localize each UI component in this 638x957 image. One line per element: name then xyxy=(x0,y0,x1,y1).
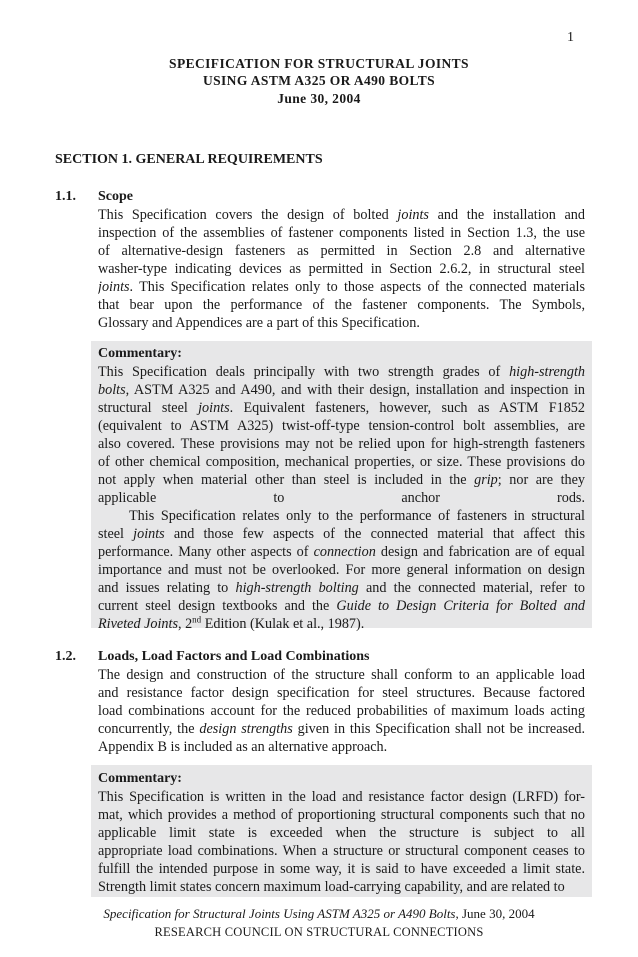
text-line: (equivalent to ASTM A325) twist-off-type tension-control bolt assemblies, are xyxy=(98,418,585,434)
text-line: that bear upon the performance of the fastener components. The Symbols, xyxy=(98,297,585,313)
text-line: applicable to anchor rods. xyxy=(98,490,585,506)
text-line: inspection of the assemblies of fastener components listed in Section 1.3, the use xyxy=(98,225,585,241)
text-line: not apply when material other than steel is included in the grip; nor are they xyxy=(98,472,585,488)
text-line: structural steel joints. Equivalent fasteners, however, such as ASTM F1852 xyxy=(98,400,585,416)
text-line: concurrently, the design strengths given in this Specification shall not be increased. xyxy=(98,721,585,737)
text-line: mat, which provides a method of proportioning structural components such that no xyxy=(98,807,585,823)
text-line: This Specification covers the design of bolted joints and the installation and xyxy=(98,207,585,223)
document-title-line-1: SPECIFICATION FOR STRUCTURAL JOINTS xyxy=(169,56,469,71)
text-line: steel joints and those few aspects of the connected material that affect this xyxy=(98,526,585,542)
text-line: importance and must not be overlooked. For more general information on design xyxy=(98,562,585,578)
section-1-1-body xyxy=(98,206,585,332)
text-line: This Specification relates only to the performance of fasteners in structural xyxy=(129,508,585,524)
document-date: June 30, 2004 xyxy=(277,91,361,106)
commentary-1-2-heading: Commentary: xyxy=(98,771,182,786)
text-line: load combinations account for the reduced probabilities of maximum loads acting xyxy=(98,703,585,719)
section-1-1-heading: Scope xyxy=(98,189,133,204)
commentary-1-2-body xyxy=(98,788,585,896)
text-line: Appendix B is included as an alternative approach. xyxy=(98,739,388,755)
section-1-2-body xyxy=(98,666,585,756)
text-line: joints. This Specification relates only to those aspects of the connected materials xyxy=(98,279,585,295)
text-line: The design and construction of the structure shall conform to an applicable load xyxy=(98,667,585,683)
text-line: also covered. These provisions may not be relied upon for high-strength fasteners xyxy=(98,436,585,452)
text-line: performance. Many other aspects of connection design and fabrication are of equal xyxy=(98,544,585,560)
text-line: Riveted Joints, 2nd Edition (Kulak et al., 1987). xyxy=(98,615,365,632)
text-line: Glossary and Appendices are a part of this Specification. xyxy=(98,315,420,331)
text-line: of other chemical composition, mechanical properties, or size. These provisions do xyxy=(98,454,585,470)
text-line: bolts, ASTM A325 and A490, and with their design, installation and inspection in xyxy=(98,382,585,398)
footer-date: , June 30, 2004 xyxy=(455,906,535,921)
section-1-2-number: 1.2. xyxy=(55,649,76,664)
text-line: fulfill the intended purpose in some way, it is said to have exceeded a limit state. xyxy=(98,861,585,877)
section-1-1-number: 1.1. xyxy=(55,189,76,204)
text-line: Strength limit states concern maximum load-carrying capability, and are related to xyxy=(98,879,565,895)
text-line: This Specification deals principally with two strength grades of high-strength xyxy=(98,364,585,380)
text-line: This Specification is written in the load and resistance factor design (LRFD) for- xyxy=(98,789,585,805)
text-line: current steel design textbooks and the Guide to Design Criteria for Bolted and xyxy=(98,598,585,614)
page-number: 1 xyxy=(567,30,574,45)
section-heading: SECTION 1. GENERAL REQUIREMENTS xyxy=(55,152,323,167)
document-title-line-2: USING ASTM A325 OR A490 BOLTS xyxy=(202,73,436,88)
footer-citation xyxy=(0,906,638,922)
footer-title: Specification for Structural Joints Using ASTM A325 or A490 Bolts xyxy=(103,906,456,921)
commentary-1-1-heading: Commentary: xyxy=(98,346,182,361)
commentary-1-1-body xyxy=(98,363,585,633)
text-line: and resistance factor design specification for steel structures. Because factored xyxy=(98,685,585,701)
section-1-2-heading: Loads, Load Factors and Load Combinations xyxy=(98,649,370,664)
text-line: and issues relating to high-strength bolting and the connected material, refer to xyxy=(98,580,585,596)
text-line: applicable limit state is exceeded when the structure is subject to all xyxy=(98,825,585,841)
text-line: washer-type indicating devices as permitted in Section 2.6.2, in structural steel xyxy=(98,261,585,277)
text-line: appropriate load combinations. When a structure or structural component ceases to xyxy=(98,843,585,859)
text-line: of alternative-design fasteners as permitted in Section 2.8 and alternative xyxy=(98,243,585,259)
footer-organization: RESEARCH COUNCIL ON STRUCTURAL CONNECTIONS xyxy=(154,925,484,939)
